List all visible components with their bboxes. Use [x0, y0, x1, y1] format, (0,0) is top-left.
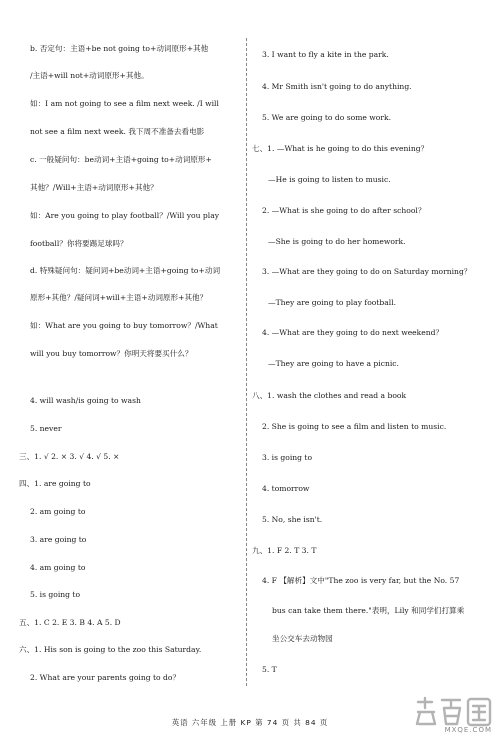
- text-line: football？你将要踢足球吗？: [30, 239, 128, 248]
- answer-line: 2. am going to: [30, 507, 86, 516]
- answer-line: 3. —What are they going to do on Saturday morning？: [262, 267, 472, 276]
- watermark-url: MXQE.COM: [444, 726, 492, 734]
- text-line: not see a film next week. 我下周不准备去看电影: [30, 127, 205, 136]
- column-divider: [246, 38, 247, 686]
- text-line: 原形+其他？/疑问词+will+主语+动词原形+其他？: [30, 293, 208, 302]
- text-line: d. 特殊疑问句：疑问词+be动词+主语+going to+动词: [30, 266, 221, 275]
- answer-line: —She is going to do her homework.: [268, 237, 406, 246]
- section-heading: 六、1. His son is going to the zoo this Saturday.: [19, 645, 202, 654]
- text-line: will you buy tomorrow？你明天将要买什么？: [30, 349, 193, 358]
- answer-line: 4. F 【解析】文中"The zoo is very far, but the No. 57: [262, 576, 460, 585]
- answer-line: 5. We are going to do some work.: [262, 113, 392, 122]
- section-heading: 八、1. wash the clothes and read a book: [252, 391, 407, 400]
- answer-line: —They are going to play football.: [268, 298, 397, 307]
- text-line: 如：I am not going to see a film next week. /I will: [30, 99, 219, 108]
- answer-line: —They are going to have a picnic.: [268, 359, 399, 368]
- text-line: c. 一般疑问句：be动词+主语+going to+动词原形+: [30, 155, 212, 164]
- answer-line: 3. I want to fly a kite in the park.: [262, 50, 389, 59]
- answer-line: —He is going to listen to music.: [268, 175, 391, 184]
- page-footer: 英语 六年级 上册 KP 第 74 页 共 84 页: [171, 718, 329, 727]
- answer-line: 5. never: [30, 424, 62, 433]
- answer-line: 2. She is going to see a film and listen to music.: [262, 422, 447, 431]
- answer-line: 5. No, she isn't.: [262, 515, 323, 524]
- section-heading: 五、1. C 2. E 3. B 4. A 5. D: [19, 618, 121, 627]
- answer-line: 4. —What are they going to do next weekend？: [262, 328, 444, 337]
- text-line: /主语+will not+动词原形+其他。: [30, 71, 149, 80]
- text-line: b. 否定句：主语+be not going to+动词原形+其他: [30, 44, 209, 53]
- answer-line: 5. T: [262, 665, 277, 674]
- answer-line: 3. are going to: [30, 535, 87, 544]
- answer-line: 5. is going to: [30, 590, 81, 599]
- answer-line: 坐公交车去动物园: [272, 634, 333, 643]
- text-line: 如：Are you going to play football？/Will you play: [30, 211, 220, 220]
- section-heading: 三、1. √ 2. × 3. √ 4. √ 5. ×: [19, 452, 120, 461]
- answer-line: 2. What are your parents going to do？: [30, 673, 181, 682]
- answer-line: 4. tomorrow: [262, 484, 310, 493]
- section-heading: 四、1. are going to: [19, 479, 91, 488]
- answer-line: 2. —What is she going to do after school？: [262, 206, 426, 215]
- answer-line: 4. Mr Smith isn't going to do anything.: [262, 82, 412, 91]
- answer-line: 4. am going to: [30, 563, 86, 572]
- section-heading: 九、1. F 2. T 3. T: [252, 546, 317, 555]
- text-line: 如：What are you going to buy tomorrow？/What: [30, 321, 218, 330]
- text-line: 其他？/Will+主语+动词原形+其他？: [30, 183, 158, 192]
- answer-line: 3. is going to: [262, 453, 313, 462]
- answer-line: bus can take them there."表明，Lily 和同学们打算乘: [272, 606, 465, 615]
- section-heading: 七、1. —What is he going to do this evening？: [252, 144, 429, 153]
- answer-line: 4. will wash/is going to wash: [30, 396, 141, 405]
